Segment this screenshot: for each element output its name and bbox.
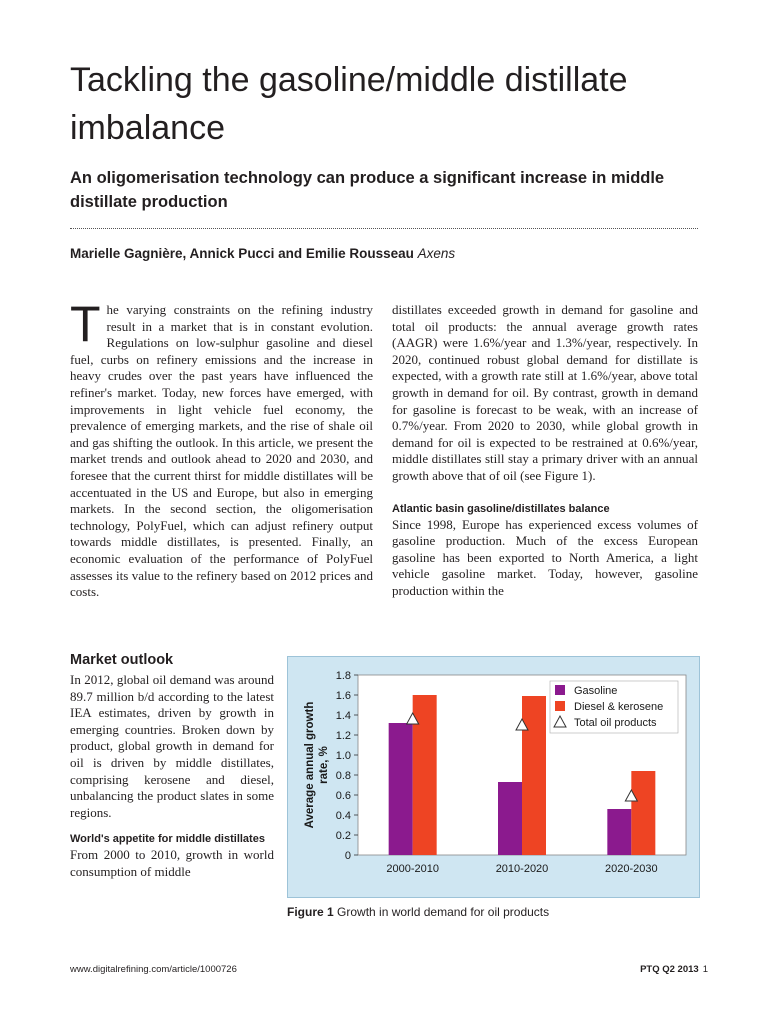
- bar-chart: [288, 657, 699, 897]
- bar-diesel-kerosene-2010-2020: [522, 696, 546, 855]
- x-tick-label: 2000-2010: [386, 863, 439, 875]
- market-column: [70, 672, 274, 881]
- footer-journal: PTQ Q2 2013: [640, 964, 699, 975]
- legend-label: Total oil products: [574, 717, 657, 729]
- demand-paragraph: distillates exceeded growth in demand for gasoline and total oil products: the annual average growth rates (AAGR) were 1.6%/year and 1.3%/year, respectively. In 2020, continued robust global demand for distillate is expected, with a growth rate still at 1.6%/year, above total growth in demand for oil. By contrast, growth in demand for gasoline is forecast to be weak, with an increase of 0.7%/year. From 2020 to 2030, while global growth in demand for oil is expected to be restrained at 0.6%/year, middle distillates still stay a primary driver with an annual growth above that of oil (see Figure 1).: [392, 302, 698, 483]
- y-tick-label: 0: [344, 850, 351, 862]
- article-title: Tackling the gasoline/middle distillate imbalance: [70, 61, 628, 147]
- figure-caption: [287, 905, 549, 919]
- figure-panel: [287, 656, 700, 898]
- legend-label: Diesel & kerosene: [574, 701, 664, 713]
- intro-paragraph: [70, 296, 373, 601]
- x-tick-label: 2010-2020: [495, 863, 549, 875]
- article-subtitle: An oligomerisation technology can produce a significant increase in middle distillate production: [70, 169, 665, 211]
- bar-gasoline-2000-2010: [389, 723, 413, 855]
- y-tick-label: 0.4: [335, 810, 351, 822]
- atlantic-subheading: Atlantic basin gasoline/distillates balance: [392, 502, 610, 515]
- x-tick-label: 2020-2030: [605, 863, 658, 875]
- y-tick-label: 1.8: [335, 670, 351, 682]
- intro-text: he varying constraints on the refining industry result in a market that is in constant evolution. Regulations on low-sulphur gasoline and diesel fuel, curbs on refinery emissions and the increase in heavy crudes over the past years have influenced the refiner's market. Today, new forces have emerged, with improvements in light vehicle fuel economy, the prevalence of emerging markets, and the rise of shale oil and gas shifting the outlook. In this article, we present the market trends and outlook ahead to 2020 and 2030, and foresee that the current thirst for middle distillates will be accentuated in the US and Europe, but also in emerging markets. In the second section, the oligomerisation technology, PolyFuel, which can adjust refinery output towards middle distillates, is presented. Finally, an economic evaluation of the performance of PolyFuel assesses its value to the refinery based on 2012 prices and costs.: [70, 302, 373, 600]
- author-affiliation: Axens: [417, 246, 456, 261]
- y-tick-label: 1.2: [335, 730, 351, 742]
- y-axis-title-line1: Average annual growth: [304, 701, 316, 829]
- y-tick-label: 0.6: [335, 790, 351, 802]
- appetite-subheading: World's appetite for middle distillates: [70, 833, 265, 846]
- atlantic-paragraph: Since 1998, Europe has experienced excess volumes of gasoline production. Much of the excess European gasoline has been exported to North America, a light vehicle gasoline market. Today, however, gasoline production within the: [392, 516, 698, 598]
- y-axis-title-line2: rate, %: [318, 746, 330, 784]
- author-line: [70, 246, 455, 261]
- legend-label: Gasoline: [574, 685, 618, 697]
- y-tick-label: 1.4: [335, 710, 351, 722]
- y-tick-label: 0.2: [335, 830, 351, 842]
- drop-cap: T: [70, 296, 101, 352]
- bar-diesel-kerosene-2020-2030: [631, 771, 655, 855]
- footer-journal-info: [640, 964, 708, 975]
- figure-label: Figure 1: [287, 905, 334, 919]
- appetite-paragraph: From 2000 to 2010, growth in world consumption of middle: [70, 847, 274, 879]
- y-axis-title: [304, 702, 330, 829]
- y-tick-label: 0.8: [335, 770, 351, 782]
- figure-caption-text: Growth in world demand for oil products: [337, 905, 550, 919]
- bar-gasoline-2010-2020: [498, 782, 522, 855]
- bar-gasoline-2020-2030: [607, 809, 631, 855]
- legend-swatch: [555, 685, 565, 695]
- footer-url[interactable]: www.digitalrefining.com/article/1000726: [70, 964, 237, 975]
- author-names: Marielle Gagnière, Annick Pucci and Emilie Rousseau: [70, 246, 414, 261]
- right-column: [392, 302, 698, 600]
- intro-column: [70, 296, 373, 601]
- legend-swatch: [555, 701, 565, 711]
- market-outlook-heading: Market outlook: [70, 652, 174, 668]
- footer-page-number: 1: [702, 964, 708, 975]
- y-tick-label: 1.6: [335, 690, 351, 702]
- market-paragraph: In 2012, global oil demand was around 89.7 million b/d according to the latest IEA estimates, driven by growth in emerging countries. Broken down by product, global growth in demand for oil is driven by middle distillates, comprising kerosene and diesel, unbalancing the product slates in some regions.: [70, 672, 274, 820]
- title-divider: [70, 228, 698, 229]
- y-tick-label: 1.0: [335, 750, 351, 762]
